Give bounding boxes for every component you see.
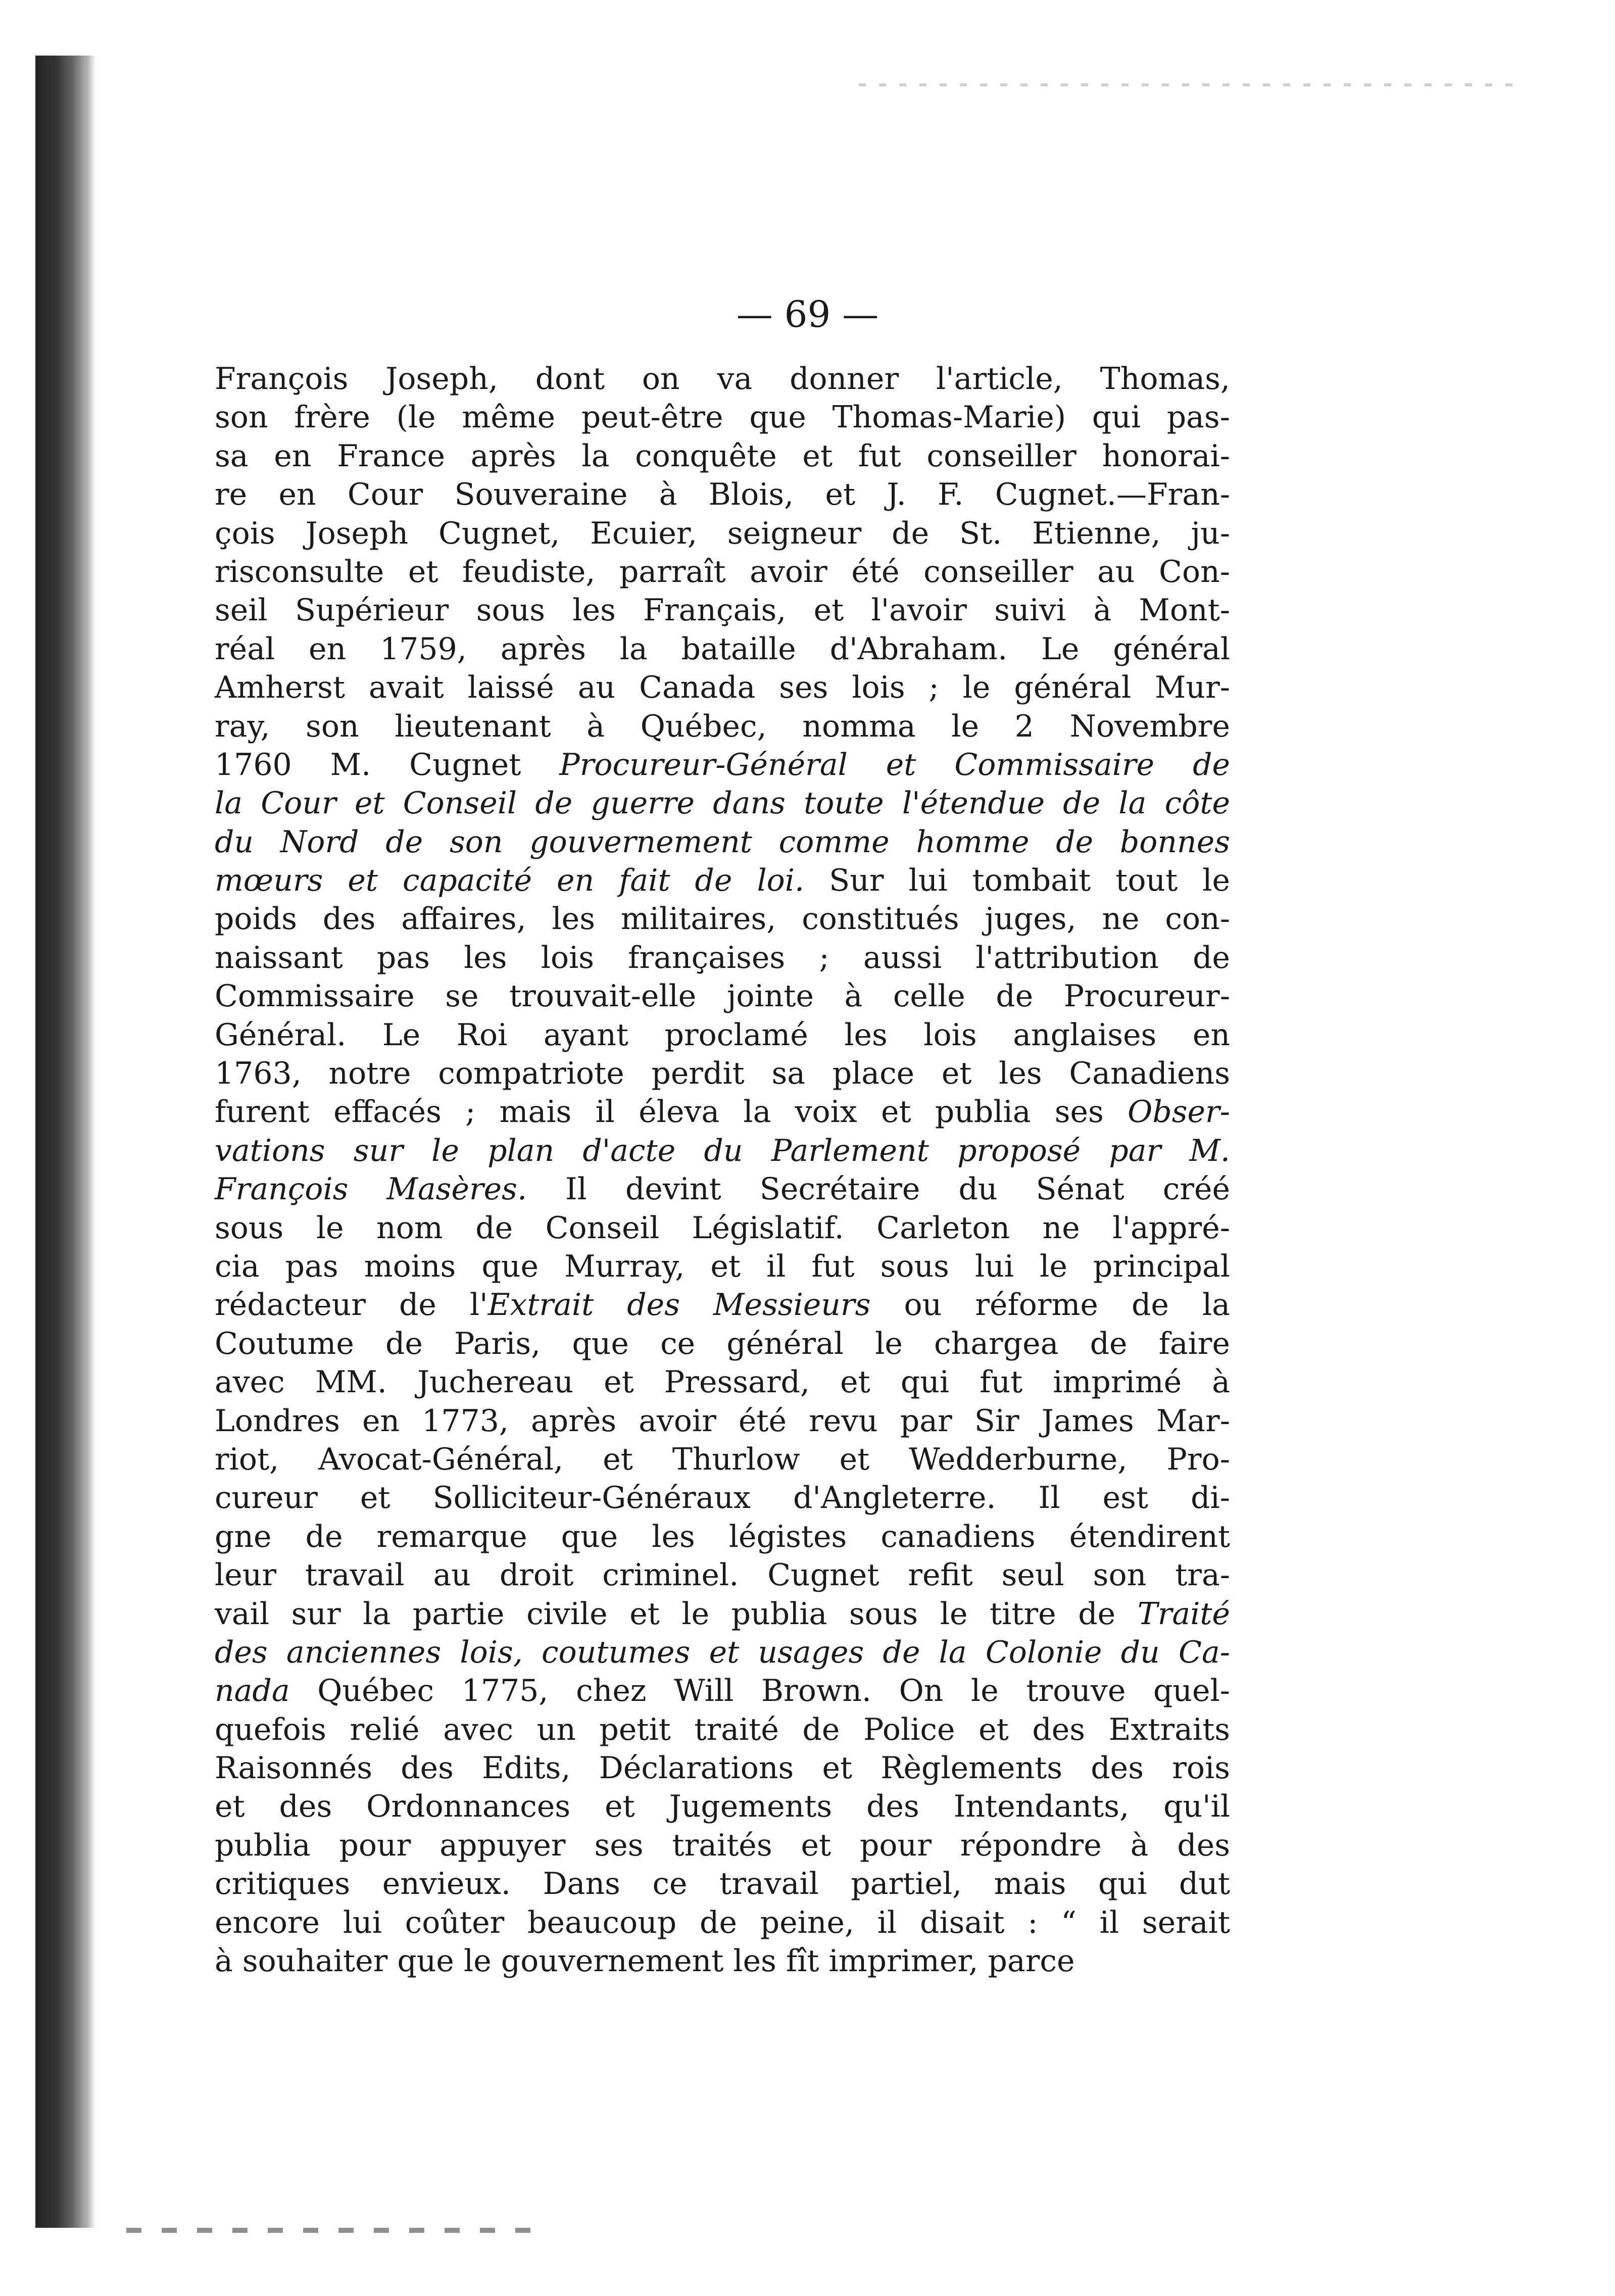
text-span: gne de remarque que les légistes canadiens étendirent [215,1519,1230,1554]
text-line [215,1556,1230,1594]
text-line [215,1672,1230,1710]
text-span: risconsulte et feudiste, parraît avoir été conseiller au Con- [215,554,1230,590]
text-line [215,939,1230,977]
text-span: Sur lui tombait tout le [804,863,1230,899]
text-line [215,630,1230,668]
page-number: — 69 — [736,293,879,335]
text-span: Général. Le Roi ayant proclamé les lois anglaises en [215,1017,1230,1053]
text-line [215,1054,1230,1093]
text-line [215,398,1230,436]
text-span: cureur et Solliciteur-Généraux d'Angleterre. Il est di- [215,1480,1230,1516]
italic-text-span: la Cour et Conseil de guerre dans toute l'étendue de la côte [215,786,1230,821]
text-span: seil Supérieur sous les Français, et l'avoir suivi à Mont- [215,593,1230,628]
text-line [215,1440,1230,1479]
text-span: réal en 1759, après la bataille d'Abraham. Le général [215,631,1230,667]
text-line [215,1093,1230,1131]
italic-text-span: Traité [1137,1596,1230,1632]
text-line [215,1633,1230,1672]
text-line [215,1787,1230,1826]
text-line [215,1325,1230,1363]
text-line [215,1209,1230,1247]
text-line [215,746,1230,784]
text-span: poids des affaires, les militaires, constitués juges, ne con- [215,901,1230,937]
text-span: sous le nom de Conseil Législatif. Carleton ne l'appré- [215,1210,1230,1246]
text-line [215,360,1230,398]
text-span: leur travail au droit criminel. Cugnet refit seul son tra- [215,1557,1230,1593]
text-span: riot, Avocat-Général, et Thurlow et Wedderburne, Pro- [215,1441,1230,1477]
text-span: Londres en 1773, après avoir été revu par Sir James Mar- [215,1403,1230,1439]
text-line [215,1826,1230,1865]
italic-text-span: vations sur le plan d'acte du Parlement proposé par M. [215,1133,1230,1168]
text-span: re en Cour Souveraine à Blois, et J. F. Cugnet.—Fran- [215,477,1230,513]
text-line [215,1286,1230,1324]
italic-text-span: mœurs et capacité en fait de loi. [215,863,805,899]
text-span: 1763, notre compatriote perdit sa place et les Canadiens [215,1056,1230,1092]
text-line [215,1903,1230,1942]
text-line [215,861,1230,900]
text-line [215,553,1230,591]
text-span: Coutume de Paris, que ce général le chargea de faire [215,1326,1230,1361]
text-span: Amherst avait laissé au Canada ses lois ; le général Mur- [215,670,1230,706]
scan-artifact-bottom [126,2228,530,2233]
text-line [215,1402,1230,1440]
text-span: 1760 M. Cugnet [215,747,560,783]
text-line [215,1363,1230,1401]
text-line [215,1170,1230,1208]
text-span: critiques envieux. Dans ce travail partiel, mais qui dut [215,1866,1230,1902]
text-span: vail sur la partie civile et le publia sous le titre de [215,1596,1138,1632]
text-line [215,475,1230,514]
book-spine-shadow [35,56,96,2228]
italic-text-span: des anciennes lois, coutumes et usages de la Colonie du Ca- [215,1634,1230,1670]
text-line [215,707,1230,746]
text-line [215,1247,1230,1286]
italic-text-span: Procureur-Général et Commissaire de [559,747,1231,783]
text-span: encore lui coûter beaucoup de peine, il disait : “ il serait [215,1904,1230,1940]
italic-text-span: nada [215,1673,290,1709]
text-span: ou réforme de la [870,1287,1230,1323]
text-span: rédacteur de l' [215,1287,488,1323]
italic-text-span: François Masères. [215,1171,527,1207]
text-span: et des Ordonnances et Jugements des Intendants, qu'il [215,1789,1230,1825]
body-text [215,360,1230,1980]
text-line [215,1479,1230,1517]
text-line [215,1132,1230,1170]
text-span: Il devint Secrétaire du Sénat créé [527,1171,1230,1207]
text-span: François Joseph, dont on va donner l'article, Thomas, [215,361,1230,397]
text-line [215,668,1230,707]
text-line [215,514,1230,553]
text-span: Raisonnés des Edits, Déclarations et Règlements des rois [215,1750,1230,1786]
text-line [215,1595,1230,1633]
scan-artifact-top [859,83,1515,86]
text-line [215,1942,1230,1980]
text-line [215,437,1230,475]
text-span: Québec 1775, chez Will Brown. On le trouve quel- [289,1673,1230,1709]
text-line [215,784,1230,822]
text-span: Commissaire se trouvait-elle jointe à celle de Procureur- [215,979,1230,1014]
text-line [215,1518,1230,1556]
italic-text-span: du Nord de son gouvernement comme homme de bonnes [215,824,1230,860]
text-line [215,977,1230,1015]
text-line [215,823,1230,861]
text-line [215,1865,1230,1903]
text-line [215,1016,1230,1054]
text-line [215,591,1230,629]
text-span: quefois relié avec un petit traité de Police et des Extraits [215,1712,1230,1747]
text-span: à souhaiter que le gouvernement les fît imprimer, parce [215,1943,1075,1979]
italic-text-span: Obser- [1128,1094,1230,1130]
text-span: ray, son lieutenant à Québec, nomma le 2 Novembre [215,708,1230,744]
text-span: naissant pas les lois françaises ; aussi l'attribution de [215,940,1230,975]
text-span: avec MM. Juchereau et Pressard, et qui fut imprimé à [215,1364,1230,1400]
text-span: publia pour appuyer ses traités et pour répondre à des [215,1827,1230,1863]
text-line [215,1749,1230,1787]
text-span: furent effacés ; mais il éleva la voix et publia ses [215,1094,1128,1130]
italic-text-span: Extrait des Messieurs [487,1287,871,1323]
text-span: sa en France après la conquête et fut conseiller honorai- [215,438,1230,474]
text-span: cia pas moins que Murray, et il fut sous lui le principal [215,1248,1230,1284]
text-span: son frère (le même peut-être que Thomas-Marie) qui pas- [215,400,1230,435]
text-line [215,1711,1230,1749]
text-line [215,900,1230,938]
text-span: çois Joseph Cugnet, Ecuier, seigneur de St. Etienne, ju- [215,515,1230,551]
